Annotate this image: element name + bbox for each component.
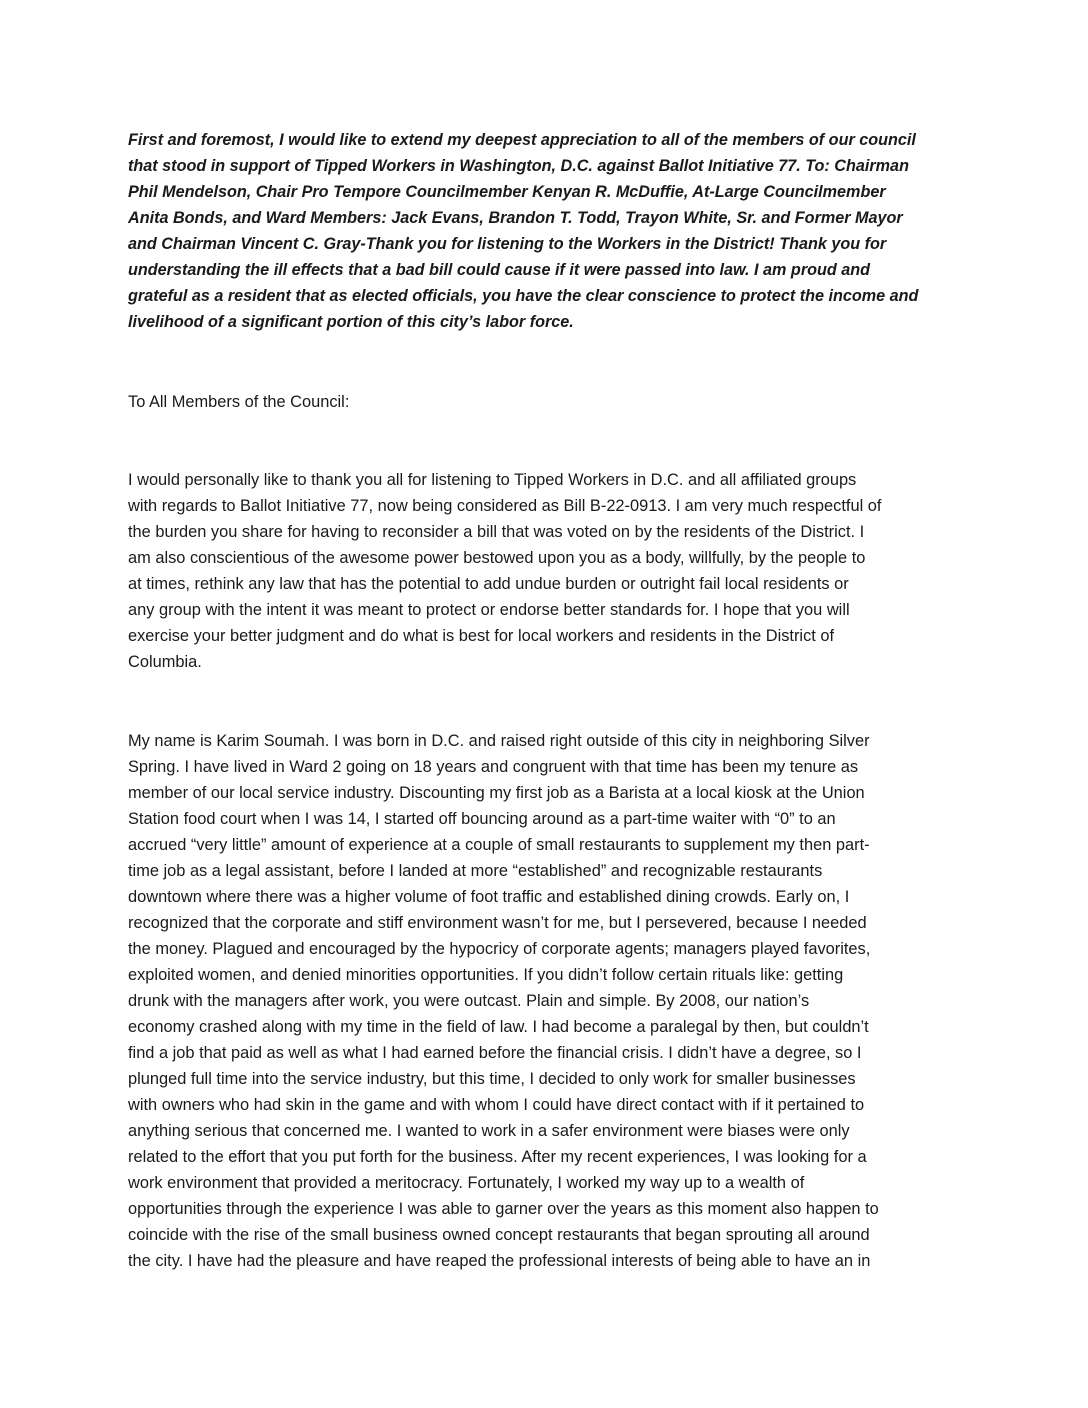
paragraph-line: opportunities through the experience I was able to garner over the years as this moment also happen to <box>128 1200 879 1218</box>
salutation: To All Members of the Council: <box>128 393 350 411</box>
paragraph-line: downtown where there was a higher volume of foot traffic and established dining crowds. Early on, I <box>128 888 850 906</box>
intro-line: livelihood of a significant portion of this city’s labor force. <box>128 313 574 331</box>
paragraph-line: accrued “very little” amount of experience at a couple of small restaurants to supplement my then part- <box>128 836 870 854</box>
paragraph-line: work environment that provided a meritocracy. Fortunately, I worked my way up to a wealth of <box>128 1174 805 1192</box>
paragraph-line: plunged full time into the service industry, but this time, I decided to only work for smaller businesses <box>128 1070 856 1088</box>
paragraph-line: related to the effort that you put forth for the business. After my recent experiences, I was looking for a <box>128 1148 867 1166</box>
intro-line: and Chairman Vincent C. Gray-Thank you for listening to the Workers in the District! Thank you for <box>128 235 887 253</box>
paragraph-line: find a job that paid as well as what I had earned before the financial crisis. I didn’t have a degree, so I <box>128 1044 862 1062</box>
paragraph-line: I would personally like to thank you all for listening to Tipped Workers in D.C. and all affiliated groups <box>128 471 857 489</box>
paragraph-line: coincide with the rise of the small business owned concept restaurants that began sprouting all around <box>128 1226 870 1244</box>
intro-line: Anita Bonds, and Ward Members: Jack Evans, Brandon T. Todd, Trayon White, Sr. and Former Mayor <box>128 209 903 227</box>
paragraph-line: exploited women, and denied minorities opportunities. If you didn’t follow certain rituals like: getting <box>128 966 844 984</box>
paragraph-line: with owners who had skin in the game and with whom I could have direct contact with if it pertained to <box>128 1096 865 1114</box>
paragraph-line: exercise your better judgment and do what is best for local workers and residents in the District of <box>128 627 835 645</box>
intro-line: First and foremost, I would like to extend my deepest appreciation to all of the members of our council <box>128 131 916 149</box>
paragraph-line: recognized that the corporate and stiff environment wasn’t for me, but I persevered, because I needed <box>128 914 867 932</box>
paragraph-line: the city. I have had the pleasure and have reaped the professional interests of being able to have an in <box>128 1252 871 1270</box>
paragraph-line: Spring. I have lived in Ward 2 going on 18 years and congruent with that time has been my tenure as <box>128 758 859 776</box>
paragraph-line: anything serious that concerned me. I wanted to work in a safer environment were biases were only <box>128 1122 850 1140</box>
paragraph-line: member of our local service industry. Discounting my first job as a Barista at a local kiosk at the Union <box>128 784 865 802</box>
paragraph-line: with regards to Ballot Initiative 77, now being considered as Bill B-22-0913. I am very much respectful of <box>128 497 882 515</box>
intro-line: grateful as a resident that as elected officials, you have the clear conscience to protect the income and <box>128 287 919 305</box>
paragraph-line: drunk with the managers after work, you were outcast. Plain and simple. By 2008, our nation’s <box>128 992 810 1010</box>
paragraph-line: Columbia. <box>128 653 202 671</box>
intro-line: understanding the ill effects that a bad bill could cause if it were passed into law. I am proud and <box>128 261 871 279</box>
paragraph-line: My name is Karim Soumah. I was born in D.C. and raised right outside of this city in neighboring Silver <box>128 732 870 750</box>
paragraph-line: the burden you share for having to reconsider a bill that was voted on by the residents of the District. I <box>128 523 865 541</box>
paragraph-line: time job as a legal assistant, before I landed at more “established” and recognizable restaurants <box>128 862 823 880</box>
paragraph-line: Station food court when I was 14, I started off bouncing around as a part-time waiter with “0” to an <box>128 810 836 828</box>
paragraph-line: am also conscientious of the awesome power bestowed upon you as a body, willfully, by the people to <box>128 549 866 567</box>
intro-line: Phil Mendelson, Chair Pro Tempore Councilmember Kenyan R. McDuffie, At-Large Councilmember <box>128 183 886 201</box>
paragraph-line: at times, rethink any law that has the potential to add undue burden or outright fail local residents or <box>128 575 849 593</box>
paragraph-line: the money. Plagued and encouraged by the hypocricy of corporate agents; managers played favorites, <box>128 940 871 958</box>
paragraph-line: economy crashed along with my time in the field of law. I had become a paralegal by then, but couldn’t <box>128 1018 869 1036</box>
intro-line: that stood in support of Tipped Workers in Washington, D.C. against Ballot Initiative 77. To: Chairman <box>128 157 909 175</box>
paragraph-line: any group with the intent it was meant to protect or endorse better standards for. I hope that you will <box>128 601 850 619</box>
